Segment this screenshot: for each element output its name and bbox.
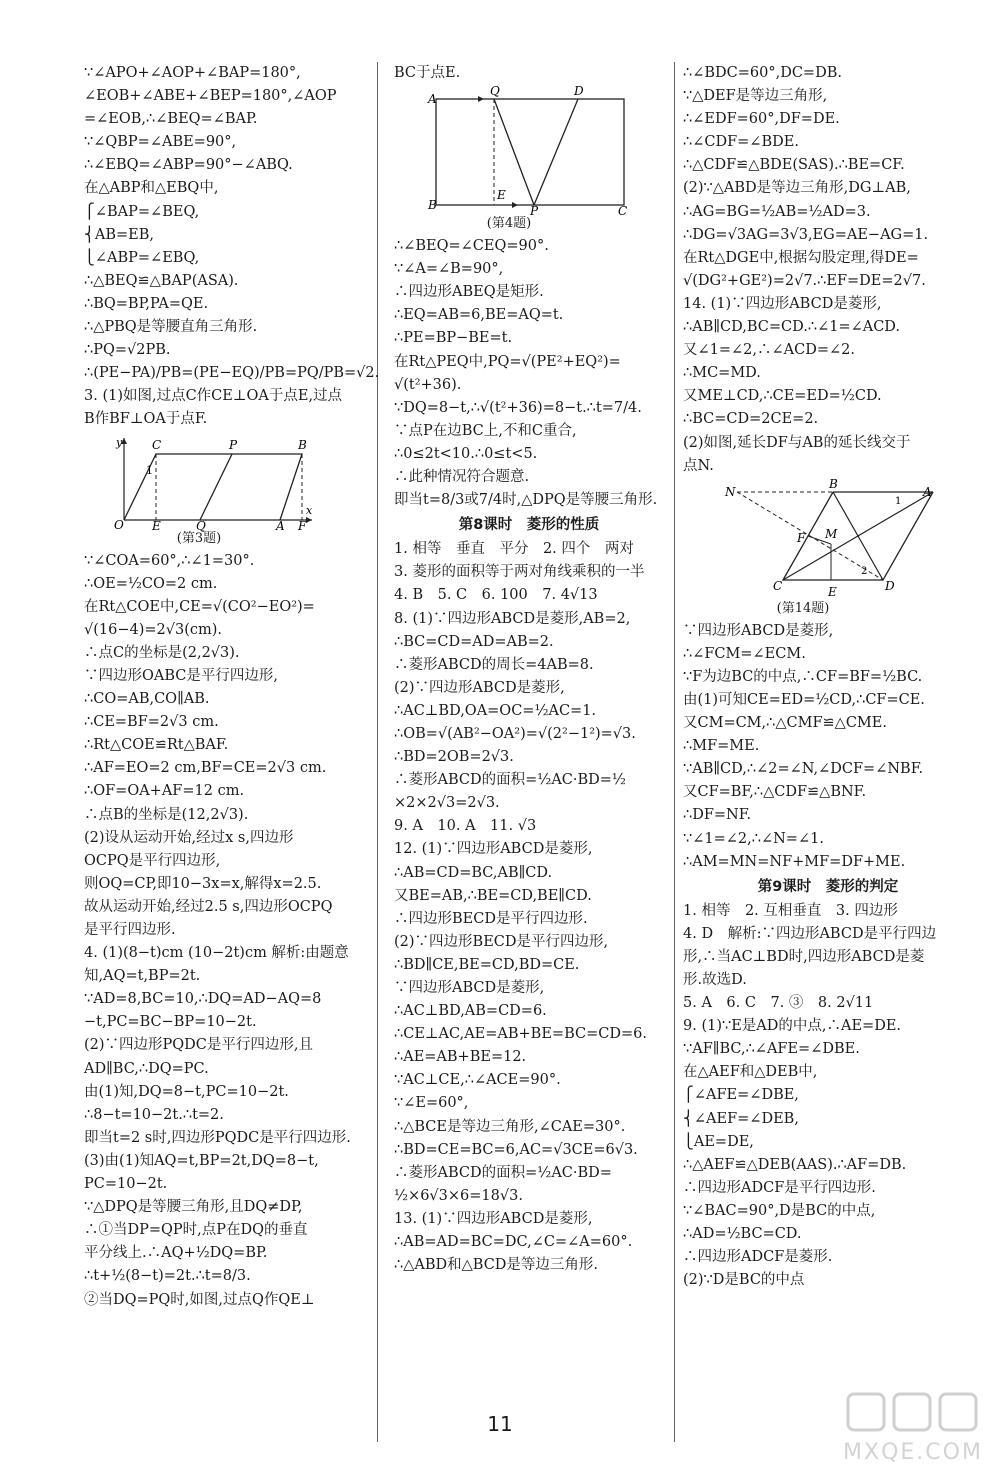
section-title-lesson-9: 第9课时 菱形的判定 (757, 878, 899, 895)
text-line: 在Rt△PEQ中,PQ=√(PE²+EQ²)= (394, 353, 621, 370)
column-divider-1 (377, 62, 378, 1442)
text-line: 在△AEF和△DEB中, (683, 1064, 818, 1081)
text-line: ∴△CDF≌△BDE(SAS).∴BE=CF. (683, 157, 905, 174)
page-number: 11 (487, 1412, 513, 1436)
text-line: ∴OB=√(AB²−OA²)=√(2²−1²)=√3. (394, 725, 636, 742)
text-line: 是平行四边形. (84, 922, 176, 938)
text-line: 则OQ=CP,即10−3x=x,解得x=2.5. (84, 875, 322, 892)
col3-text-b (683, 620, 973, 874)
text-line: ∴EQ=AB=6,BE=AQ=t. (394, 307, 564, 324)
text-line: ∴△BEQ≌△BAP(ASA). (84, 272, 239, 289)
figure-q14 (683, 476, 973, 618)
text-line: 5. A 6. C 7. ③ 8. 2√11 (683, 995, 874, 1012)
text-line: 平分线上.∴AQ+½DQ=BP. (84, 1245, 268, 1262)
text-line: (2)∵四边形PQDC是平行四边形,且 (84, 1037, 314, 1054)
column-3 (683, 62, 973, 1292)
text-line: ∵AB∥CD,∴∠2=∠N,∠DCF=∠NBF. (683, 761, 924, 778)
text-line: ∵∠APO+∠AOP+∠BAP=180°, (84, 65, 301, 81)
text-line: ∴四边形ADCF是平行四边形. (683, 1179, 876, 1196)
text-line: (2)设从运动开始,经过x s,四边形 (84, 829, 294, 846)
text-line: ∴菱形ABCD的周长=4AB=8. (394, 656, 594, 673)
text-line: ∴0≤2t<10.∴0≤t<5. (394, 445, 538, 462)
text-line: 即当t=2 s时,四边形PQDC是平行四边形. (84, 1129, 351, 1146)
text-line: 9. A 10. A 11. √3 (394, 818, 537, 835)
text-line: 形.故选D. (683, 972, 747, 988)
text-line: ∵△DPQ是等腰三角形,且DQ≠DP, (84, 1199, 303, 1216)
fig14-label-1: 1 (895, 495, 902, 507)
col2-text-c (394, 538, 664, 1277)
text-line: 9. (1)∵E是AD的中点,∴AE=DE. (683, 1018, 902, 1035)
col3-text-c (683, 900, 973, 1293)
figure-q4 (394, 84, 664, 233)
text-line: ∴AB=AD=BC=DC,∠C=∠A=60°. (394, 1234, 633, 1251)
text-line: ½×6√3×6=18√3. (394, 1187, 523, 1204)
text-line: 即当t=8/3或7/4时,△DPQ是等腰三角形. (394, 492, 658, 509)
text-line: √(16−4)=2√3(cm). (84, 621, 223, 638)
text-line: ∴四边形BECD是平行四边形. (394, 910, 588, 927)
fig14-label-e: E (828, 584, 837, 599)
fig3-label-e: E (152, 518, 161, 533)
text-line: ∴四边形ABEQ是矩形. (394, 284, 544, 301)
text-line: =∠EOB,∴∠BEQ=∠BAP. (84, 111, 258, 128)
text-line: OCPQ是平行四边形, (84, 852, 221, 869)
text-line: ⎩AE=DE, (683, 1133, 754, 1150)
text-line: ∴菱形ABCD的面积=½AC·BD= (394, 1164, 612, 1181)
fig4-label-b: B (428, 198, 437, 213)
col1-text-b (84, 550, 369, 1312)
text-line: ∴MC=MD. (683, 365, 761, 382)
text-line: BC于点E. (394, 65, 461, 81)
text-line: 在Rt△DGE中,根据勾股定理,得DE= (683, 249, 919, 266)
text-line: 1. 相等 2. 互相垂直 3. 四边形 (683, 902, 898, 919)
text-line: ∵DQ=8−t,∴√(t²+36)=8−t.∴t=7/4. (394, 399, 642, 416)
text-line: ∴△BCE是等边三角形,∠CAE=30°. (394, 1118, 626, 1135)
fig3-label-a: A (276, 518, 285, 533)
text-line: −t,PC=BC−BP=10−2t. (84, 1014, 257, 1031)
text-line: ∴BD=2OB=2√3. (394, 749, 514, 766)
text-line: ⎧∠AFE=∠DBE, (683, 1087, 799, 1104)
text-line: 1. 相等 垂直 平分 2. 四个 两对 (394, 541, 634, 558)
col3-text-a (683, 62, 973, 478)
fig14-label-b: B (829, 476, 838, 491)
fig14-label-n: N (725, 484, 736, 499)
text-line: 知,AQ=t,BP=2t. (84, 968, 201, 985)
text-line: (2)如图,延长DF与AB的延长线交于 (683, 434, 911, 451)
text-line: ∴PQ=√2PB. (84, 342, 171, 359)
text-line: ∴∠EDF=60°,DF=DE. (683, 111, 840, 128)
text-line: ∴△AEF≌△DEB(AAS).∴AF=DB. (683, 1156, 907, 1173)
text-line: ∴PE=BP−BE=t. (394, 330, 513, 347)
fig4-label-q: Q (490, 84, 500, 99)
figure-q14-caption: (第14题) (776, 600, 830, 616)
fig14-label-f: F (797, 530, 806, 545)
fig4-label-c: C (618, 204, 628, 219)
text-line: 13. (1)∵四边形ABCD是菱形, (394, 1210, 593, 1227)
text-line: ∴∠FCM=∠ECM. (683, 645, 806, 662)
text-line: ∴AE=AB+BE=12. (394, 1049, 527, 1066)
text-line: (2)∵△ABD是等边三角形,DG⊥AB, (683, 180, 911, 197)
text-line: ∵∠1=∠2,∴∠N=∠1. (683, 830, 824, 847)
text-line: ∴△ABD和△BCD是等边三角形. (394, 1257, 599, 1274)
text-line: (2)∵四边形BECD是平行四边形, (394, 933, 609, 950)
text-line: ∴①当DP=QP时,点P在DQ的垂直 (84, 1222, 308, 1239)
figure-q3 (84, 434, 369, 548)
text-line: ⎨∠AEF=∠DEB, (683, 1110, 799, 1127)
text-line: ∵四边形ABCD是菱形, (394, 980, 545, 996)
text-line: 又CF=BF,∴△CDF≌△BNF. (683, 784, 867, 801)
text-line: ∴DG=√3AG=3√3,EG=AE−AG=1. (683, 226, 929, 243)
fig3-label-b: B (298, 437, 307, 452)
text-line: 4. (1)(8−t)cm (10−2t)cm 解析:由题意 (84, 945, 349, 962)
text-line: (3)由(1)知AQ=t,BP=2t,DQ=8−t, (84, 1152, 319, 1169)
watermark-text: MXQE.COM (843, 1440, 983, 1465)
text-line: 又CM=CM,∴△CMF≌△CME. (683, 715, 887, 732)
text-line: ⎨AB=EB, (84, 226, 155, 243)
text-line: ∴∠BDC=60°,DC=DB. (683, 65, 842, 81)
column-2 (394, 62, 664, 1277)
text-line: 故从运动开始,经过2.5 s,四边形OCPQ (84, 898, 333, 915)
fig14-label-a: A (923, 484, 932, 499)
text-line: ∴CE=BF=2√3 cm. (84, 714, 219, 731)
text-line: 12. (1)∵四边形ABCD是菱形, (394, 841, 593, 858)
text-line: ∴BD=CE=BC=6,AC=√3CE=6√3. (394, 1141, 638, 1158)
text-line: B作BF⊥OA于点F. (84, 411, 208, 428)
text-line: ∴△PBQ是等腰直角三角形. (84, 319, 258, 336)
text-line: 4. D 解析:∵四边形ABCD是平行四边 (683, 925, 937, 942)
text-line: 又ME⊥CD,∴CE=ED=½CD. (683, 388, 882, 405)
text-line: ∴AD=½BC=CD. (683, 1226, 802, 1243)
text-line: PC=10−2t. (84, 1176, 168, 1193)
text-line: 在△ABP和△EBQ中, (84, 180, 219, 197)
text-line: AD∥BC,∴DQ=PC. (84, 1060, 209, 1077)
fig4-label-d: D (574, 84, 584, 99)
text-line: ∵∠QBP=∠ABE=90°, (84, 134, 237, 151)
text-line: 8. (1)∵四边形ABCD是菱形,AB=2, (394, 610, 631, 627)
text-line: ∴∠CDF=∠BDE. (683, 134, 799, 151)
text-line: ∴菱形ABCD的面积=½AC·BD=½ (394, 772, 626, 789)
text-line: ∴(PE−PA)/PB=(PE−EQ)/PB=PQ/PB=√2. (84, 365, 380, 382)
text-line: ∴此种情况符合题意. (394, 469, 530, 486)
fig3-label-c: C (152, 437, 162, 452)
text-line: 又∠1=∠2,∴∠ACD=∠2. (683, 342, 855, 359)
fig14-label-m: M (825, 526, 838, 541)
fig4-label-e: E (497, 188, 506, 203)
fig3-label-o: O (114, 517, 124, 532)
text-line: ∴AC⊥BD,OA=OC=½AC=1. (394, 702, 597, 719)
text-line: ∴AM=MN=NF+MF=DF+ME. (683, 853, 906, 870)
text-line: 4. B 5. C 6. 100 7. 4√13 (394, 587, 598, 604)
fig3-label-q: Q (196, 518, 206, 533)
watermark (838, 1388, 988, 1468)
text-line: 由(1)可知CE=ED=½CD,∴CF=CE. (683, 691, 925, 708)
fig4-label-p: P (530, 204, 539, 219)
fig14-label-2: 2 (861, 565, 868, 577)
text-line: ∴8−t=10−2t.∴t=2. (84, 1106, 224, 1123)
text-line: ∵F为边BC的中点,∴CF=BF=½BC. (683, 668, 923, 685)
fig14-label-d: D (885, 578, 895, 593)
text-line: ∵∠BAC=90°,D是BC的中点, (683, 1202, 876, 1219)
figure-q3-caption: (第3题) (176, 530, 222, 546)
text-line: 形,∴当AC⊥BD时,四边形ABCD是菱 (683, 948, 925, 965)
text-line: ∴AF=EO=2 cm,BF=CE=2√3 cm. (84, 760, 327, 777)
text-line: ∴BC=CD=AD=AB=2. (394, 633, 554, 650)
fig3-label-f: F (298, 518, 307, 533)
text-line: ∴CO=AB,CO∥AB. (84, 691, 210, 708)
text-line: ∵∠A=∠B=90°, (394, 261, 504, 278)
text-line: ∠EOB+∠ABE+∠BEP=180°,∠AOP (84, 88, 337, 105)
text-line: ∴t+½(8−t)=2t.∴t=8/3. (84, 1268, 251, 1285)
figure-q4-diagram (394, 84, 628, 219)
text-line: ∴DF=NF. (683, 807, 752, 824)
text-line: ∴AB∥CD,BC=CD.∴∠1=∠ACD. (683, 319, 901, 336)
text-line: ∵点P在边BC上,不和C重合, (394, 422, 577, 439)
text-line: √(t²+36). (394, 376, 462, 393)
text-line: ②当DQ=PQ时,如图,过点Q作QE⊥ (84, 1291, 315, 1308)
text-line: ∵AF∥BC,∴∠AFE=∠DBE. (683, 1041, 860, 1058)
text-line: ∴CE⊥AC,AE=AB+BE=BC=CD=6. (394, 1026, 647, 1043)
fig4-label-a: A (428, 92, 437, 107)
text-line: 14. (1)∵四边形ABCD是菱形, (683, 295, 882, 312)
fig3-label-p: P (229, 437, 238, 452)
column-1 (84, 62, 380, 1312)
text-line: ∵四边形ABCD是菱形, (683, 622, 834, 639)
text-line: ∵∠E=60°, (394, 1095, 469, 1112)
figure-q4-caption: (第4题) (486, 216, 532, 232)
fig3-label-1: 1 (146, 463, 153, 477)
text-line: ∴点B的坐标是(12,2√3). (84, 806, 249, 823)
text-line: ∴OE=½CO=2 cm. (84, 575, 218, 592)
figure-q14-diagram (683, 476, 932, 600)
column-divider-2 (674, 62, 675, 1442)
text-line: ∴BQ=BP,PA=QE. (84, 295, 209, 312)
section-title-lesson-8: 第8课时 菱形的性质 (458, 517, 600, 534)
text-line: (2)∵D是BC的中点 (683, 1272, 805, 1289)
text-line: ∴BD∥CE,BE=CD,BD=CE. (394, 956, 580, 973)
text-line: 3. 菱形的面积等于两对角线乘积的一半 (394, 564, 645, 581)
watermark-logo-icon (838, 1388, 988, 1438)
text-line: 又BE=AB,∴BE=CD,BE∥CD. (394, 887, 592, 904)
col2-text-b (394, 235, 664, 512)
text-line: ∵AC⊥CE,∴∠ACE=90°. (394, 1072, 561, 1089)
text-line: ∴AG=BG=½AB=½AD=3. (683, 203, 871, 220)
fig3-label-x: x (306, 503, 313, 517)
text-line: ∴点C的坐标是(2,2√3). (84, 644, 240, 661)
text-line: ∵∠COA=60°,∴∠1=30°. (84, 552, 255, 569)
col2-text-a (394, 62, 664, 85)
text-line: 在Rt△COE中,CE=√(CO²−EO²)= (84, 598, 315, 615)
text-line: ∴BC=CD=2CE=2. (683, 411, 819, 428)
text-line: ∴AB=CD=BC,AB∥CD. (394, 864, 553, 881)
text-line: ∴∠EBQ=∠ABP=90°−∠ABQ. (84, 157, 293, 174)
text-line: ∴AC⊥BD,AB=CD=6. (394, 1003, 547, 1020)
fig3-label-y: y (116, 435, 123, 449)
text-line: 由(1)知,DQ=8−t,PC=10−2t. (84, 1083, 289, 1100)
text-line: ∵△DEF是等边三角形, (683, 88, 828, 105)
text-line: 3. (1)如图,过点C作CE⊥OA于点E,过点 (84, 388, 343, 405)
text-line: ⎩∠ABP=∠EBQ, (84, 249, 200, 266)
text-line: ∴∠BEQ=∠CEQ=90°. (394, 238, 549, 255)
text-line: ∴Rt△COE≌Rt△BAF. (84, 737, 229, 754)
text-line: ∵AD=8,BC=10,∴DQ=AD−AQ=8 (84, 991, 322, 1008)
text-line: ×2×2√3=2√3. (394, 795, 500, 812)
text-line: √(DG²+GE²)=2√7.∴EF=DE=2√7. (683, 272, 926, 289)
text-line: ∴OF=OA+AF=12 cm. (84, 783, 245, 800)
text-line: ⎧∠BAP=∠BEQ, (84, 203, 200, 220)
fig14-label-c: C (773, 578, 783, 593)
col1-text-a (84, 62, 380, 432)
text-line: 点N. (683, 457, 714, 474)
text-line: (2)∵四边形ABCD是菱形, (394, 679, 565, 696)
figure-q3-diagram (84, 434, 314, 533)
text-line: ∴四边形ADCF是菱形. (683, 1249, 833, 1266)
text-line: ∵四边形OABC是平行四边形, (84, 667, 278, 684)
text-line: ∴MF=ME. (683, 738, 760, 755)
